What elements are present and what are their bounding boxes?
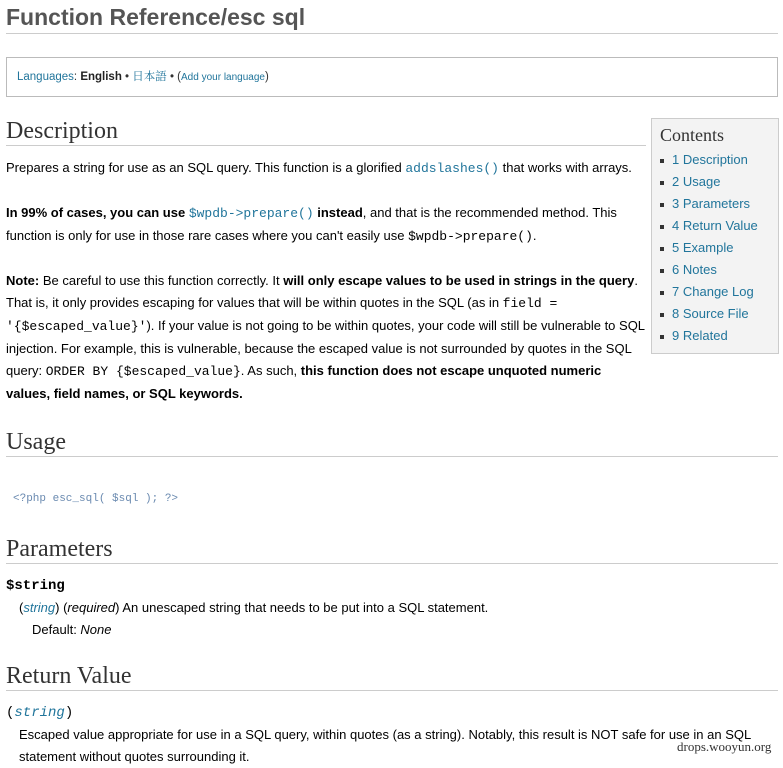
page-title: Function Reference/esc sql bbox=[6, 0, 778, 34]
addslashes-link[interactable]: addslashes() bbox=[405, 161, 499, 176]
toc-title: Contents bbox=[660, 125, 725, 145]
usage-heading: Usage bbox=[6, 428, 778, 457]
toc-item[interactable]: 4 Return Value bbox=[660, 215, 778, 237]
toc-item[interactable]: 3 Parameters bbox=[660, 193, 778, 215]
toc-item[interactable]: 5 Example bbox=[660, 237, 778, 259]
toc-item[interactable]: 6 Notes bbox=[660, 259, 778, 281]
language-japanese-link[interactable]: 日本語 bbox=[132, 71, 167, 83]
toc-item[interactable]: 7 Change Log bbox=[660, 281, 778, 303]
bullet-icon bbox=[660, 291, 664, 295]
description-paragraph-2: In 99% of cases, you can use $wpdb->prepare() instead, and that is the recommended method. This function is only for use in those rare cases where you can't easily use $wpdb->prepare(). bbox=[6, 205, 617, 244]
toc-item[interactable]: 1 Description bbox=[660, 149, 778, 171]
description-paragraph-3: Note: Be careful to use this function correctly. It will only escape values to be used in strings in the query. That is, it only provides escaping for values that will be within quotes in the SQL (as in field = '{$escaped_value}'). If your value is not going to be within quotes, your code will still be vulnerable to SQL injection. For example, this is vulnerable, because the escaped value is not surrounded by quotes in the SQL query: ORDER BY {$escaped_value}. As such, this function does not escape unquoted numeric values, field names, or SQL keywords. bbox=[6, 273, 645, 401]
description-paragraph-1: Prepares a string for use as an SQL query. This function is a glorified addslashes() that works with arrays. bbox=[6, 160, 632, 176]
return-value-body bbox=[6, 702, 778, 768]
usage-code: <?php esc_sql( $sql ); ?> bbox=[13, 493, 179, 505]
description-heading: Description bbox=[6, 117, 646, 146]
bullet-icon bbox=[660, 203, 664, 207]
parameter-default: Default: None bbox=[32, 622, 112, 637]
string-type-link[interactable]: string bbox=[23, 600, 56, 615]
bullet-icon bbox=[660, 269, 664, 273]
bullet-icon bbox=[660, 159, 664, 163]
toc-item[interactable]: 9 Related bbox=[660, 325, 778, 347]
return-value-heading: Return Value bbox=[6, 662, 778, 691]
return-type: (string) bbox=[6, 705, 74, 721]
add-language-link[interactable]: Add your language bbox=[181, 72, 265, 83]
table-of-contents bbox=[651, 118, 779, 354]
language-bar: Languages: English • 日本語 • (Add your language) bbox=[6, 57, 778, 97]
languages-link[interactable]: Languages bbox=[17, 71, 74, 83]
page-content bbox=[6, 0, 778, 768]
bullet-icon bbox=[660, 247, 664, 251]
bullet-icon bbox=[660, 313, 664, 317]
parameter-description: (string) (required) An unescaped string that needs to be put into a SQL statement. bbox=[19, 600, 489, 615]
description-body bbox=[6, 157, 646, 405]
parameters-heading: Parameters bbox=[6, 535, 778, 564]
return-string-type-link[interactable]: string bbox=[14, 705, 65, 721]
return-value-description: Escaped value appropriate for use in a SQL query, within quotes (as a string). Notably, this result is NOT safe for use in an SQL statement without quotes surrounding it. bbox=[19, 727, 751, 764]
parameter-item bbox=[6, 575, 778, 641]
bullet-icon bbox=[660, 335, 664, 339]
toc-item[interactable]: 2 Usage bbox=[660, 171, 778, 193]
toc-list bbox=[660, 149, 778, 347]
toc-item[interactable]: 8 Source File bbox=[660, 303, 778, 325]
watermark: drops.wooyun.org bbox=[677, 739, 772, 754]
current-language: English bbox=[80, 71, 122, 83]
wpdb-prepare-link[interactable]: $wpdb->prepare() bbox=[188, 206, 314, 221]
bullet-icon bbox=[660, 181, 664, 185]
bullet-icon bbox=[660, 225, 664, 229]
parameter-name: $string bbox=[6, 578, 65, 594]
